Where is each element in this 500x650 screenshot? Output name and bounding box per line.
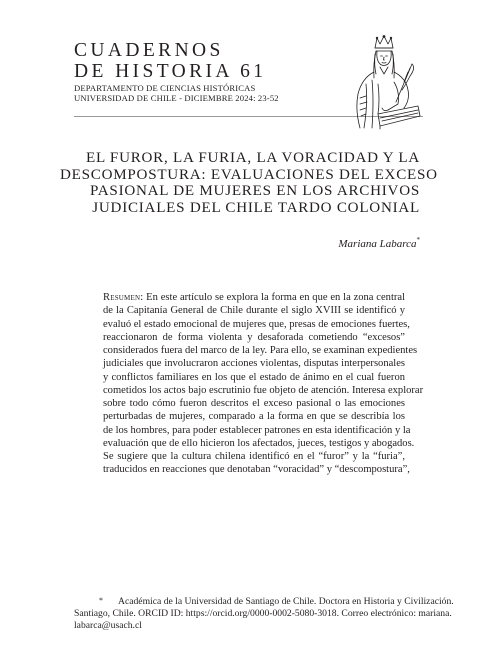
abstract-line: y conflictos familiares en los que el estado de ánimo en el cual fueron: [103, 371, 405, 383]
abstract-line: judiciales que involucraron acciones violentas, disputas interpersonales: [103, 358, 405, 370]
abstract-line: perturbadas de mujeres, comparado a la forma en que se describía los: [103, 411, 405, 423]
article-title: [60, 150, 438, 216]
abstract-line: considerados fuera del marco de la ley. Para ello, se examinan expedientes: [103, 345, 418, 356]
abstract-line: de los hombres, para poder establecer patrones en esta identificación y la: [103, 424, 411, 436]
abstract-line-text: En este artículo se explora la forma en que en la zona central: [143, 292, 405, 303]
footnote-line: labarca@usach.cl: [74, 620, 142, 632]
affiliation-university-date: UNIVERSIDAD DE CHILE - DICIEMBRE 2024: 23-52: [74, 93, 279, 103]
abstract-line: reaccionaron de forma violenta y desaforada cometiendo “excesos”: [103, 331, 405, 343]
article-author: [338, 238, 420, 250]
abstract-line: sobre todo cómo fueron descritos el exceso pasional o las emociones: [103, 398, 405, 409]
abstract-line: traducidos en reacciones que denotaban “voracidad” y “descompostura”,: [103, 464, 410, 476]
author-footnote: [74, 596, 454, 633]
abstract-line: cometidos los actos bajo escrutinio fue objeto de atención. Interesa explorar: [103, 384, 424, 396]
abstract-label: Resumen:: [103, 292, 144, 303]
abstract-line: evaluación que de ello hicieron los afectados, jueces, testigos y abogados.: [103, 437, 415, 449]
article-title-line: PASIONAL DE MUJERES EN LOS ARCHIVOS: [90, 183, 420, 199]
author-footnote-marker: *: [416, 236, 420, 244]
journal-title-line-2: DE HISTORIA 61: [74, 61, 267, 82]
article-title-line: EL FUROR, LA FURIA, LA VORACIDAD Y LA: [86, 150, 420, 166]
abstract-line: [103, 291, 405, 304]
journal-title-line-1: CUADERNOS: [74, 40, 224, 61]
journal-title: [74, 40, 266, 82]
abstract-line: Se sugiere que la cultura chilena identificó en el “furor” y la “furia”,: [103, 451, 405, 462]
author-name: Mariana Labarca: [338, 238, 417, 250]
abstract: [103, 291, 424, 477]
footnote-line: Santiago, Chile. ORCID ID: https://orcid.org/0000-0002-5080-3018. Correo electrónico: mariana.: [74, 608, 452, 620]
affiliation-department: DEPARTAMENTO DE CIENCIAS HISTÓRICAS: [74, 83, 256, 93]
abstract-line: de la Capitanía General de Chile durante el siglo XVIII se identificó y: [103, 305, 405, 317]
journal-emblem-illustration: [344, 34, 424, 130]
article-title-line: JUDICIALES DEL CHILE TARDO COLONIAL: [92, 199, 420, 216]
abstract-line: evaluó el estado emocional de mujeres que, presas de emociones fuertes,: [103, 318, 410, 330]
article-title-line: DESCOMPOSTURA: EVALUACIONES DEL EXCESO: [60, 166, 438, 183]
footnote-line: Académica de la Universidad de Santiago de Chile. Doctora en Historia y Civilización.: [118, 596, 454, 607]
footnote-marker: *: [99, 596, 103, 605]
